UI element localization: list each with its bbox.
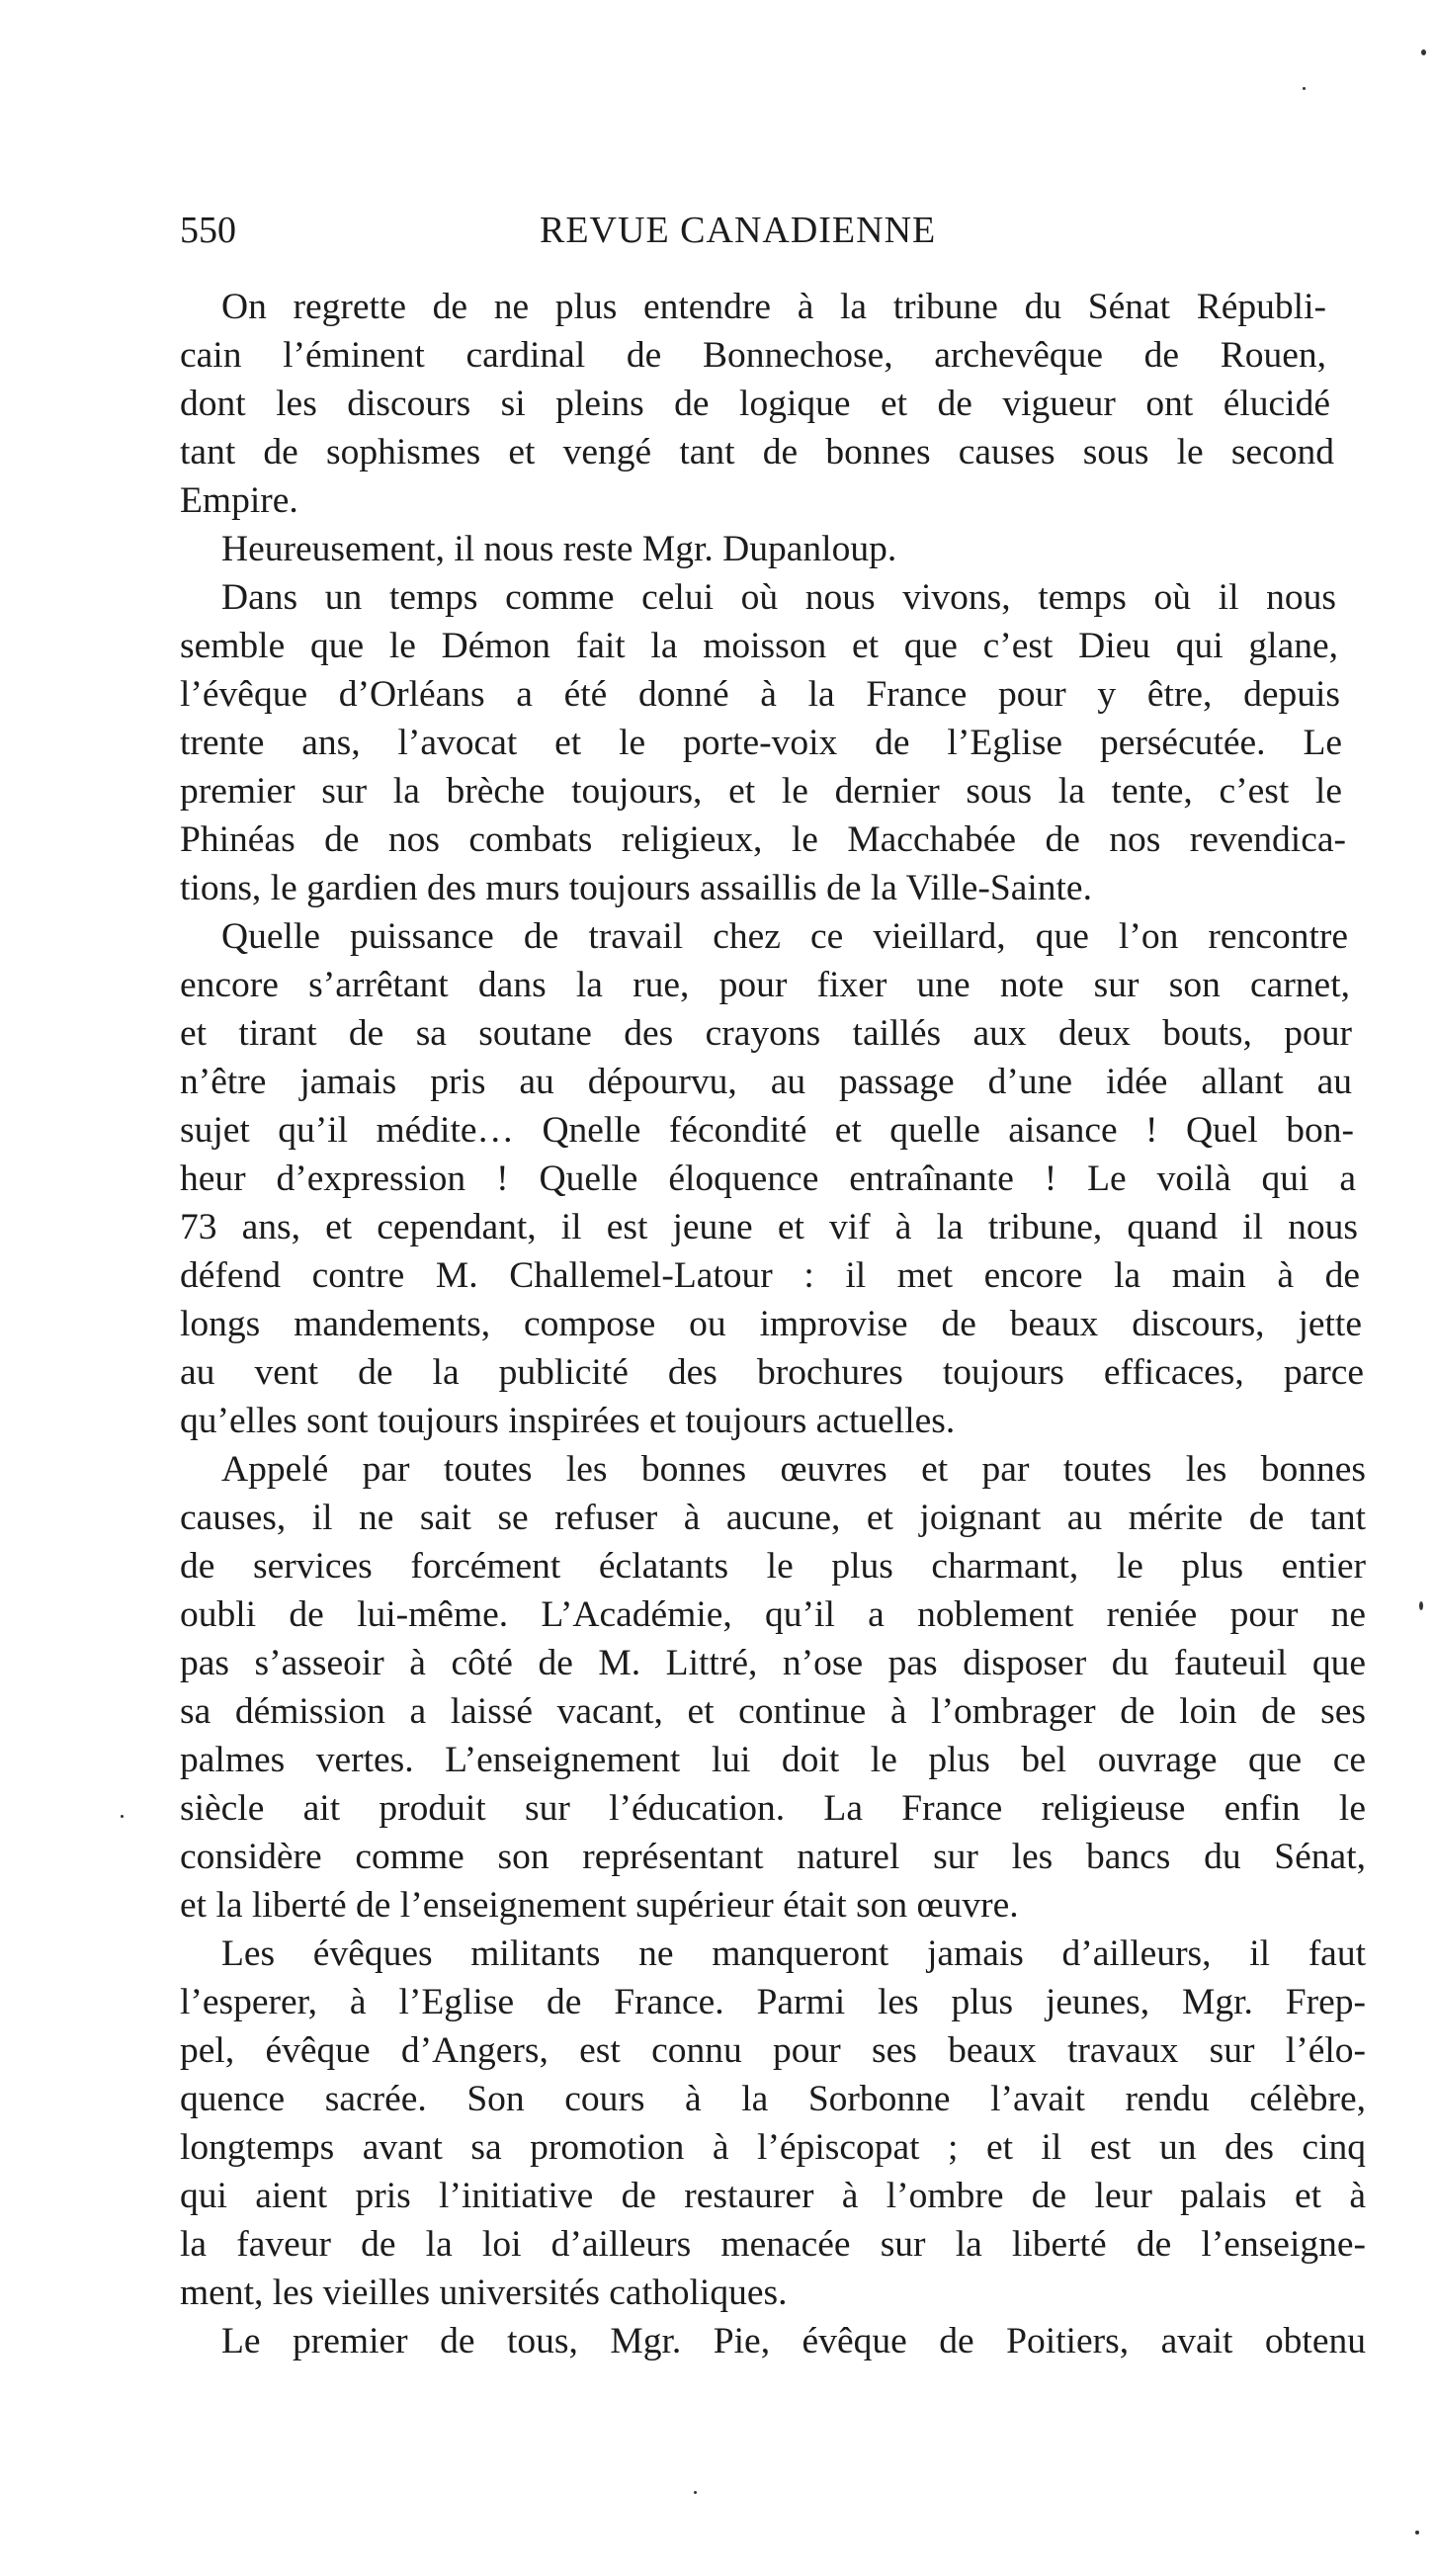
text-line: dont les discours si pleins de logique et de vigueur ont élucidé (180, 384, 1330, 424)
text-line: tions, le gardien des murs toujours assaillis de la Ville-Sainte. (180, 868, 1092, 908)
scan-speck (1415, 2531, 1419, 2534)
article-body (180, 283, 1366, 2365)
text-line: considère comme son représentant naturel sur les bancs du Sénat, (180, 1837, 1366, 1877)
text-line: et tirant de sa soutane des crayons taillés aux deux bouts, pour (180, 1013, 1352, 1054)
text-line: Heureusement, il nous reste Mgr. Dupanloup. (221, 529, 897, 569)
scan-speck (121, 1815, 124, 1818)
text-line: Empire. (180, 480, 298, 521)
text-line: pas s’asseoir à côté de M. Littré, n’ose pas disposer du fauteuil que (180, 1643, 1366, 1683)
text-line: la faveur de la loi d’ailleurs menacée sur la liberté de l’enseigne- (180, 2224, 1366, 2265)
text-line: quence sacrée. Son cours à la Sorbonne l’avait rendu célèbre, (180, 2079, 1366, 2119)
text-line: pel, évêque d’Angers, est connu pour ses beaux travaux sur l’élo- (180, 2030, 1366, 2071)
text-line: trente ans, l’avocat et le porte-voix de l’Eglise persécutée. Le (180, 723, 1342, 763)
text-line: au vent de la publicité des brochures toujours efficaces, parce (180, 1352, 1364, 1393)
text-line: Appelé par toutes les bonnes œuvres et par toutes les bonnes (221, 1449, 1366, 1490)
text-line: Quelle puissance de travail chez ce vieillard, que l’on rencontre (221, 916, 1348, 957)
text-line: semble que le Démon fait la moisson et que c’est Dieu qui glane, (180, 626, 1338, 666)
text-line: l’évêque d’Orléans a été donné à la France pour y être, depuis (180, 674, 1340, 715)
scan-speck (694, 2491, 697, 2494)
text-line: premier sur la brèche toujours, et le dernier sous la tente, c’est le (180, 771, 1342, 812)
scan-speck (1419, 1601, 1423, 1610)
text-line: défend contre M. Challemel-Latour : il met encore la main à de (180, 1255, 1360, 1296)
text-line: siècle ait produit sur l’éducation. La France religieuse enfin le (180, 1788, 1366, 1829)
text-line: 73 ans, et cependant, il est jeune et vif à la tribune, quand il nous (180, 1207, 1358, 1247)
text-line: ment, les vieilles universités catholiques. (180, 2273, 788, 2313)
text-line: qu’elles sont toujours inspirées et toujours actuelles. (180, 1401, 956, 1441)
text-line: encore s’arrêtant dans la rue, pour fixer une note sur son carnet, (180, 965, 1350, 1005)
running-head (180, 206, 1000, 255)
text-line: causes, il ne sait se refuser à aucune, et joignant au mérite de tant (180, 1498, 1366, 1538)
text-line: sa démission a laissé vacant, et continue à l’ombrager de loin de ses (180, 1691, 1366, 1732)
text-line: longs mandements, compose ou improvise de beaux discours, jette (180, 1304, 1362, 1344)
text-line: cain l’éminent cardinal de Bonnechose, archevêque de Rouen, (180, 335, 1326, 376)
text-line: de services forcément éclatants le plus charmant, le plus entier (180, 1546, 1366, 1587)
text-line: longtemps avant sa promotion à l’épiscopat ; et il est un des cinq (180, 2127, 1366, 2168)
text-line: heur d’expression ! Quelle éloquence entraînante ! Le voilà qui a (180, 1159, 1356, 1199)
text-line: n’être jamais pris au dépourvu, au passage d’une idée allant au (180, 1062, 1352, 1102)
text-line: tant de sophismes et vengé tant de bonnes causes sous le second (180, 432, 1334, 472)
text-line: oubli de lui-même. L’Académie, qu’il a noblement reniée pour ne (180, 1594, 1366, 1635)
page-number: 550 (180, 210, 236, 251)
scan-speck (1303, 87, 1306, 90)
text-line: Le premier de tous, Mgr. Pie, évêque de Poitiers, avait obtenu (221, 2321, 1366, 2361)
scan-speck (1421, 49, 1426, 55)
text-line: Dans un temps comme celui où nous vivons, temps où il nous (221, 577, 1336, 618)
text-line: Phinéas de nos combats religieux, le Macchabée de nos revendica- (180, 819, 1346, 860)
text-line: On regrette de ne plus entendre à la tribune du Sénat Républi- (221, 287, 1326, 327)
text-line: Les évêques militants ne manqueront jamais d’ailleurs, il faut (221, 1933, 1366, 1974)
text-line: et la liberté de l’enseignement supérieur était son œuvre. (180, 1885, 1019, 1926)
journal-title: REVUE CANADIENNE (540, 210, 937, 251)
text-line: qui aient pris l’initiative de restaurer à l’ombre de leur palais et à (180, 2176, 1366, 2216)
text-line: palmes vertes. L’enseignement lui doit le plus bel ouvrage que ce (180, 1740, 1366, 1780)
text-line: sujet qu’il médite… Qnelle fécondité et quelle aisance ! Quel bon- (180, 1110, 1354, 1151)
text-line: l’esperer, à l’Eglise de France. Parmi les plus jeunes, Mgr. Frep- (180, 1982, 1366, 2022)
